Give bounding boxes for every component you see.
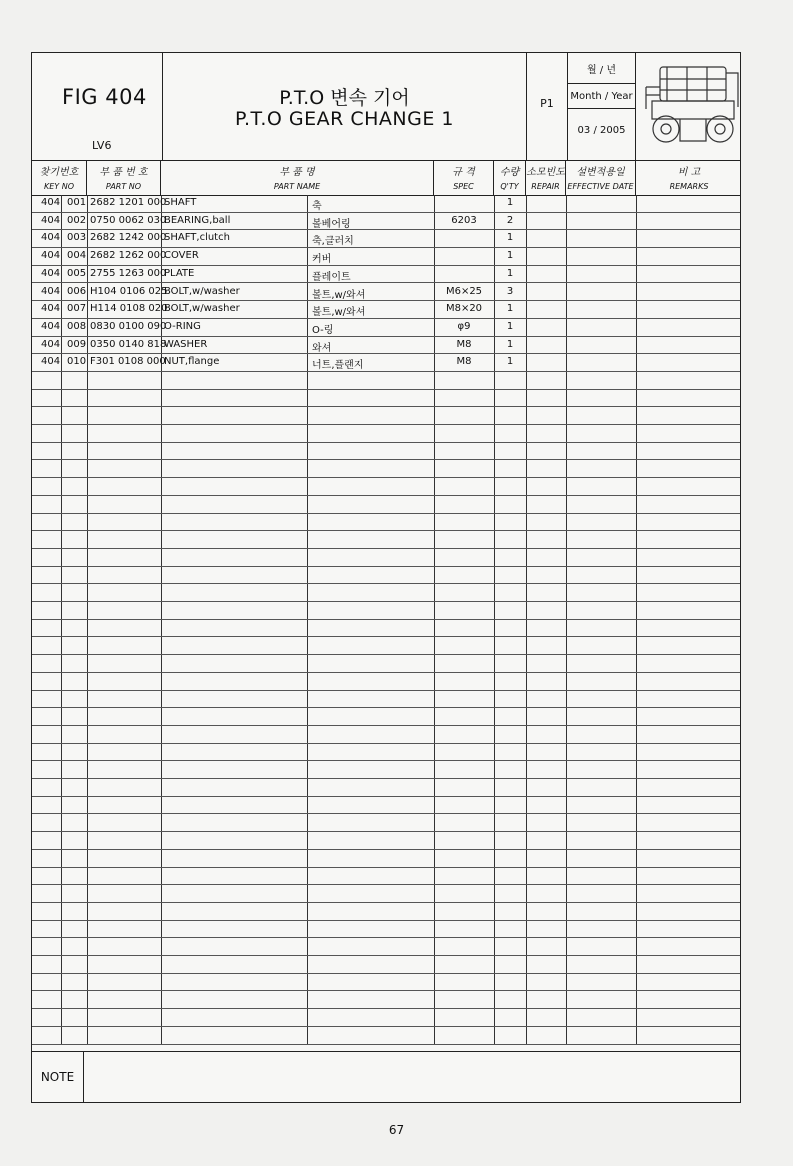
table-row — [32, 992, 740, 1010]
table-row — [32, 921, 740, 939]
table-row — [32, 602, 740, 620]
fig-number-cell: 404 — [41, 197, 61, 208]
fig-number-cell: 404 — [41, 303, 61, 315]
part-name-cell: PLATE — [164, 267, 195, 279]
col-repair: 소모빈도 REPAIR — [526, 160, 566, 195]
issue-date: 03 / 2005 — [577, 125, 626, 136]
fig-number-cell: 404 — [41, 285, 61, 297]
page-header — [32, 53, 740, 161]
table-row — [32, 443, 740, 461]
title-korean: P.T.O 변속 기어 — [279, 87, 410, 109]
key-number-cell: 004 — [67, 250, 87, 262]
page-id: P1 — [540, 97, 554, 110]
table-row — [32, 1027, 740, 1045]
table-row — [32, 284, 740, 302]
qty-cell: 3 — [506, 285, 514, 297]
qty-cell: 1 — [506, 320, 514, 332]
qty-cell: 1 — [506, 356, 514, 368]
part-name-korean-cell: 축 — [312, 201, 322, 212]
tractor-illustration-icon — [642, 57, 742, 153]
key-number-cell: 006 — [67, 285, 87, 297]
key-number-cell: 010 — [67, 356, 87, 368]
part-name-korean-cell: 볼베어링 — [312, 218, 351, 230]
part-name-cell: SHAFT,clutch — [164, 232, 230, 244]
part-name-cell: O-RING — [164, 320, 201, 332]
spec-cell: φ9 — [457, 320, 471, 332]
table-row — [32, 496, 740, 514]
fig-number-cell: 404 — [41, 214, 61, 226]
table-row — [32, 478, 740, 496]
table-row — [32, 372, 740, 390]
table-row — [32, 301, 740, 319]
fig-number-cell: 404 — [41, 232, 61, 244]
spec-cell: M6×25 — [445, 285, 483, 297]
part-name-korean-cell: 플레이트 — [312, 271, 351, 283]
part-number-cell: F301 0108 000 — [90, 356, 166, 368]
part-name-cell: BOLT,w/washer — [164, 285, 240, 297]
part-number-cell: 0830 0100 090 — [90, 320, 167, 332]
key-number-cell: 003 — [67, 232, 87, 244]
part-number-cell: 2682 1242 000 — [90, 232, 167, 244]
parts-table-body — [32, 195, 740, 1045]
title-english: P.T.O GEAR CHANGE 1 — [234, 108, 454, 130]
table-row — [32, 425, 740, 443]
col-part-name: 부 품 명 PART NAME — [161, 160, 434, 195]
part-number-cell: 2682 1262 000 — [90, 250, 167, 262]
part-number-cell: H104 0106 025 — [90, 285, 168, 297]
fig-number-cell: 404 — [41, 267, 61, 279]
qty-cell: 1 — [506, 232, 514, 244]
table-row — [32, 868, 740, 886]
table-row — [32, 620, 740, 638]
table-row — [32, 691, 740, 709]
part-name-korean-cell: 볼트,w/와셔 — [312, 289, 366, 301]
qty-cell: 1 — [506, 338, 514, 350]
part-name-cell: BOLT,w/washer — [164, 303, 240, 315]
table-row — [32, 708, 740, 726]
table-row — [32, 567, 740, 585]
table-row — [32, 655, 740, 673]
part-name-korean-cell: 커버 — [312, 254, 332, 266]
part-name-korean-cell: 와셔 — [312, 342, 332, 354]
col-spec: 규 격 SPEC — [434, 160, 494, 195]
table-row — [32, 390, 740, 408]
column-headers — [32, 160, 740, 196]
page-number: 67 — [388, 1123, 405, 1137]
table-row — [32, 815, 740, 833]
title-cell — [163, 53, 527, 160]
month-year-korean: 월 / 년 — [586, 65, 617, 76]
table-row — [32, 461, 740, 479]
table-row — [32, 584, 740, 602]
fig-number: FIG 404 — [62, 85, 147, 109]
part-number-cell: 2682 1201 000 — [90, 197, 167, 208]
page-id-cell — [527, 53, 568, 160]
key-number-cell: 007 — [67, 303, 87, 315]
table-row — [32, 797, 740, 815]
table-row — [32, 938, 740, 956]
table-row — [32, 956, 740, 974]
table-row — [32, 266, 740, 284]
table-row — [32, 549, 740, 567]
col-key-no: 찾기번호 KEY NO — [32, 160, 87, 195]
month-year-cell — [568, 53, 636, 160]
note-label: NOTE — [32, 1052, 84, 1103]
part-name-korean-cell: 볼트,w/와셔 — [312, 307, 366, 319]
table-row — [32, 744, 740, 762]
part-name-cell: SHAFT — [164, 197, 197, 208]
col-part-no: 부 품 번 호 PART NO — [87, 160, 161, 195]
qty-cell: 1 — [506, 197, 514, 208]
machine-illustration-cell — [636, 53, 742, 160]
part-number-cell: 0350 0140 818 — [90, 338, 167, 350]
table-row — [32, 230, 740, 248]
parts-list-frame — [31, 52, 741, 1103]
key-number-cell: 005 — [67, 267, 87, 279]
part-name-cell: BEARING,ball — [164, 214, 231, 226]
qty-cell: 1 — [506, 267, 514, 279]
fig-number-cell: 404 — [41, 356, 61, 368]
table-row — [32, 779, 740, 797]
part-name-korean-cell: 축,클러치 — [312, 236, 354, 248]
table-row — [32, 354, 740, 372]
month-year-english: Month / Year — [570, 91, 633, 102]
table-row — [32, 337, 740, 355]
table-row — [32, 319, 740, 337]
part-name-cell: WASHER — [164, 338, 208, 350]
part-name-cell: COVER — [164, 250, 199, 262]
spec-cell: M8 — [456, 338, 472, 350]
table-row — [32, 638, 740, 656]
table-row — [32, 832, 740, 850]
table-row — [32, 514, 740, 532]
fig-number-cell: 404 — [41, 320, 61, 332]
table-row — [32, 673, 740, 691]
table-row — [32, 761, 740, 779]
spec-cell: M8×20 — [445, 303, 483, 315]
fig-number-cell: 404 — [41, 250, 61, 262]
model-code: LV6 — [92, 139, 112, 152]
part-number-cell: 2755 1263 000 — [90, 267, 167, 279]
table-row — [32, 531, 740, 549]
qty-cell: 1 — [506, 303, 514, 315]
key-number-cell: 001 — [67, 197, 87, 208]
table-row — [32, 248, 740, 266]
key-number-cell: 002 — [67, 214, 87, 226]
part-number-cell: H114 0108 020 — [90, 303, 168, 315]
col-effective-date: 설변적용일 EFFECTIVE DATE — [566, 160, 636, 195]
part-name-korean-cell: 너트,플랜지 — [312, 360, 364, 372]
table-row — [32, 974, 740, 992]
table-row — [32, 903, 740, 921]
spec-cell: M8 — [456, 356, 472, 368]
qty-cell: 1 — [506, 250, 514, 262]
table-row — [32, 885, 740, 903]
col-qty: 수량 Q'TY — [494, 160, 526, 195]
spec-cell: 6203 — [451, 214, 477, 226]
qty-cell: 2 — [506, 214, 514, 226]
table-row — [32, 407, 740, 425]
col-remarks: 비 고 REMARKS — [669, 167, 709, 191]
note-area — [32, 1051, 740, 1103]
table-row — [32, 850, 740, 868]
table-row — [32, 726, 740, 744]
table-row — [32, 195, 740, 213]
fig-number-cell: 404 — [41, 338, 61, 350]
key-number-cell: 008 — [67, 320, 87, 332]
table-row — [32, 1009, 740, 1027]
fig-cell — [32, 53, 163, 160]
table-row — [32, 213, 740, 231]
part-name-korean-cell: O-링 — [312, 324, 334, 336]
part-name-cell: NUT,flange — [164, 356, 220, 368]
key-number-cell: 009 — [67, 338, 87, 350]
part-number-cell: 0750 0062 030 — [90, 214, 167, 226]
